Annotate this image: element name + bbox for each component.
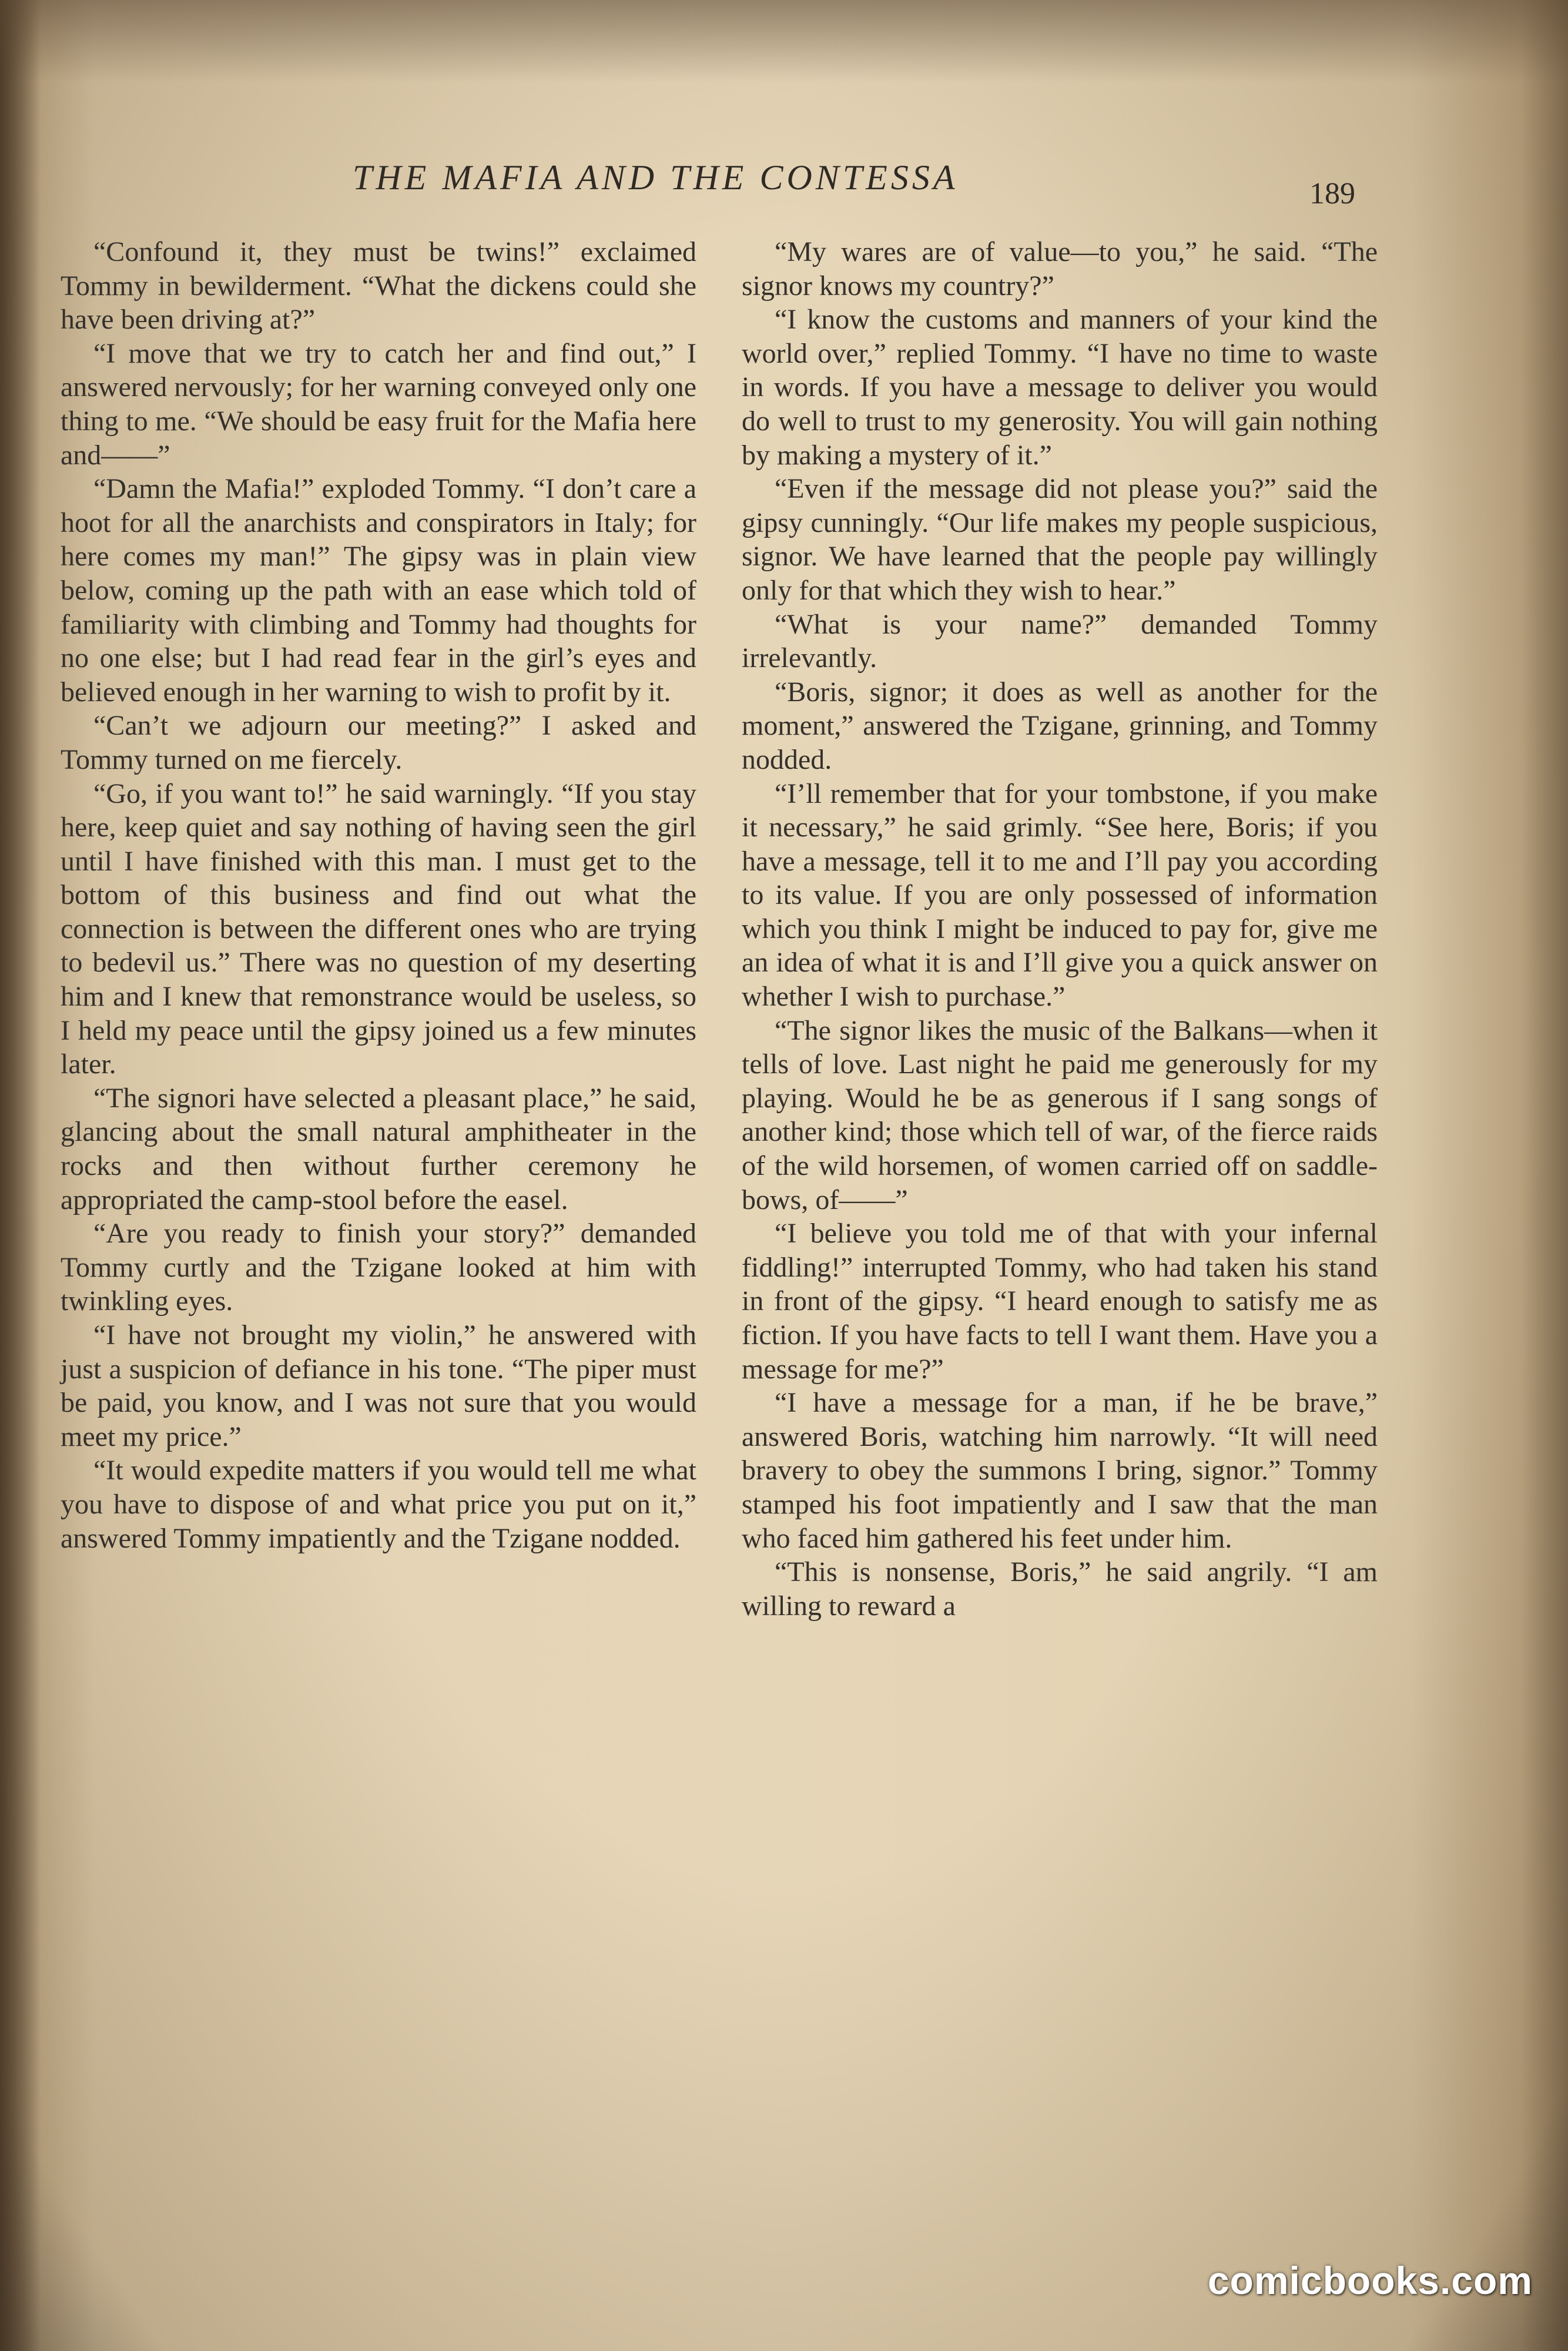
paragraph: “I’ll remember that for your tombstone, if you make it necessary,” he said grimly. “See here, Boris; if you have a message, tell it to me and I’ll pay you according to its value. If you are only possessed of information which you think I might be induced to pay for, give me an idea of what it is and I’ll give you a quick answer on whether I wish to purchase.” [742,778,1378,1013]
paragraph: “Boris, signor; it does as well as another for the moment,” answered the Tzigane, grinning, and Tommy nodded. [742,676,1378,775]
paragraph: “This is nonsense, Boris,” he said angrily. “I am willing to reward a [742,1556,1378,1622]
paragraph: “Go, if you want to!” he said warningly. “If you stay here, keep quiet and say nothing of having seen the girl until I have finished with this man. I must get to the bottom of this business and find out what the connection is between the different ones who are trying to bedevil us.” There was no question of my deserting him and I knew that remonstrance would be useless, so I held my peace until the gipsy joined us a few minutes later. [61,778,696,1080]
paragraph: “The signor likes the music of the Balkans—when it tells of love. Last night he paid me generously for my playing. Would he be as generous if I sang songs of another kind; those which tell of war, of the fierce raids of the wild horsemen, of women carried off on saddle-bows, of——” [742,1014,1378,1215]
paragraph: “I move that we try to catch her and find out,” I answered nervously; for her warning conveyed only one thing to me. “We should be easy fruit for the Mafia here and——” [61,337,696,471]
paragraph: “I believe you told me of that with your infernal fiddling!” interrupted Tommy, who had taken his stand in front of the gipsy. “I heard enough to satisfy me as fiction. If you have facts to tell I want them. Have you a message for me?” [742,1218,1378,1385]
paragraph: “The signori have selected a pleasant place,” he said, glancing about the small natural amphitheater in the rocks and then without further ceremony he appropriated the camp-stool before the easel. [61,1082,696,1215]
paragraph: “I have a message for a man, if he be brave,” answered Boris, watching him narrowly. “It will need bravery to obey the summons I bring, signor.” Tommy stamped his foot impatiently and I saw that the man who faced him gathered his feet under him. [742,1387,1378,1554]
paragraph: “Are you ready to finish your story?” demanded Tommy curtly and the Tzigane looked at him with twinkling eyes. [61,1218,696,1317]
watermark: comicbooks.com [1207,2259,1533,2302]
paragraph: “Can’t we adjourn our meeting?” I asked and Tommy turned on me fiercely. [61,710,696,775]
paragraph: “Confound it, they must be twins!” exclaimed Tommy in bewilderment. “What the dickens could she have been driving at?” [61,236,696,336]
top-edge-shadow [0,0,1568,82]
paragraph: “Damn the Mafia!” exploded Tommy. “I don’t care a hoot for all the anarchists and conspirators in Italy; for here comes my man!” The gipsy was in plain view below, coming up the path with an ease which told of familiarity with climbing and Tommy had thoughts for no one else; but I had read fear in the girl’s eyes and believed enough in her warning to wish to profit by it. [61,473,696,708]
paragraph: “Even if the message did not please you?” said the gipsy cunningly. “Our life makes my people suspicious, signor. We have learned that the people pay willingly only for that which they wish to hear.” [742,473,1378,606]
paragraph: “It would expedite matters if you would tell me what you have to dispose of and what price you put on it,” answered Tommy impatiently and the Tzigane nodded. [61,1455,696,1554]
paragraph: “I have not brought my violin,” he answered with just a suspicion of defiance in his tone. “The piper must be paid, you know, and I was not sure that you would meet my price.” [61,1319,696,1452]
spine-shadow [0,0,41,2351]
right-column [742,235,1378,1623]
left-column [61,235,696,1555]
page-number: 189 [1309,177,1355,210]
paragraph: “I know the customs and manners of your kind the world over,” replied Tommy. “I have no time to waste in words. If you have a message to deliver you would do well to trust to my generosity. You will gain nothing by making a mystery of it.” [742,304,1378,471]
running-title: THE MAFIA AND THE CONTESSA [353,158,959,197]
paragraph: “My wares are of value—to you,” he said. “The signor knows my country?” [742,236,1378,302]
paragraph: “What is your name?” demanded Tommy irrelevantly. [742,608,1378,674]
